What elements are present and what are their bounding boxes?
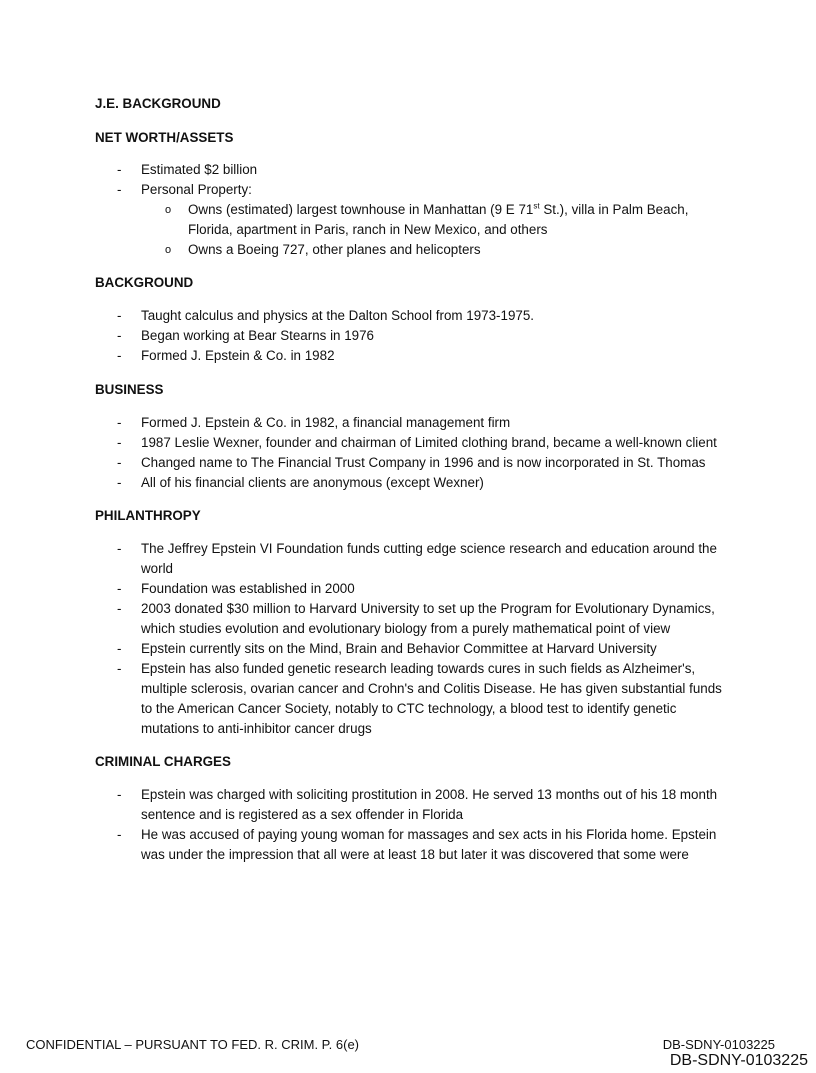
dash-bullet: - xyxy=(117,661,122,676)
circle-bullet: o xyxy=(165,204,172,216)
list-item xyxy=(95,306,725,326)
list-item xyxy=(95,825,725,865)
list-item-text: Personal Property: xyxy=(141,182,252,197)
criminal-charges-heading: CRIMINAL CHARGES xyxy=(95,754,231,769)
philanthropy-list xyxy=(95,539,725,739)
dash-bullet: - xyxy=(117,328,122,343)
net-worth-heading: NET WORTH/ASSETS xyxy=(95,130,234,145)
sub-list-item xyxy=(141,200,725,240)
dash-bullet: - xyxy=(117,641,122,656)
sub-item-text: Owns a Boeing 727, other planes and helicopters xyxy=(188,242,481,257)
sub-item-text-start: Owns (estimated) largest townhouse in Manhattan (9 E 71 xyxy=(188,202,534,217)
list-item xyxy=(95,579,725,599)
confidential-footer: CONFIDENTIAL – PURSUANT TO FED. R. CRIM. P. 6(e) xyxy=(26,1037,360,1052)
list-item xyxy=(95,433,725,453)
dash-bullet: - xyxy=(117,581,122,596)
list-item xyxy=(95,453,725,473)
dash-bullet: - xyxy=(117,308,122,323)
personal-property-sublist xyxy=(141,200,725,260)
document-body xyxy=(95,94,725,865)
criminal-charges-list xyxy=(95,785,725,865)
background-list xyxy=(95,306,725,366)
bates-number-small: DB-SDNY-0103225 xyxy=(662,1037,775,1052)
ordinal-suffix: st xyxy=(533,201,540,211)
circle-bullet: o xyxy=(165,244,172,256)
list-item-text: Epstein currently sits on the Mind, Brain and Behavior Committee at Harvard University xyxy=(141,641,657,656)
business-list xyxy=(95,413,725,493)
list-item-text: 2003 donated $30 million to Harvard University to set up the Program for Evolutionary Dynamics, which studies evolution and evolutionary biology from a purely mathematical point of view xyxy=(141,601,715,636)
dash-bullet: - xyxy=(117,787,122,802)
dash-bullet: - xyxy=(117,415,122,430)
dash-bullet: - xyxy=(117,435,122,450)
list-item-text: Taught calculus and physics at the Dalton School from 1973-1975. xyxy=(141,308,535,323)
list-item xyxy=(95,180,725,260)
list-item xyxy=(95,473,725,493)
list-item xyxy=(95,539,725,579)
dash-bullet: - xyxy=(117,455,122,470)
list-item-text: Epstein was charged with soliciting prostitution in 2008. He served 13 months out of his 18 month sentence and is registered as a sex offender in Florida xyxy=(141,787,718,822)
background-heading: BACKGROUND xyxy=(95,275,194,290)
sub-list-item xyxy=(141,240,725,260)
list-item-text: He was accused of paying young woman for massages and sex acts in his Florida home. Epstein was under the impression that all were at least 18 but later it was discovered that some were xyxy=(141,827,717,862)
dash-bullet: - xyxy=(117,541,122,556)
list-item xyxy=(95,326,725,346)
list-item-text: Estimated $2 billion xyxy=(141,162,258,177)
list-item-text: All of his financial clients are anonymous (except Wexner) xyxy=(141,475,484,490)
sub-item-text-end: St.), villa in Palm Beach, Florida, apartment in Paris, ranch in New Mexico, and others xyxy=(188,202,689,237)
list-item xyxy=(95,659,725,739)
list-item-text: Changed name to The Financial Trust Company in 1996 and is now incorporated in St. Thomas xyxy=(141,455,706,470)
list-item xyxy=(95,785,725,825)
philanthropy-heading: PHILANTHROPY xyxy=(95,508,201,523)
list-item xyxy=(95,346,725,366)
list-item-text: Formed J. Epstein & Co. in 1982 xyxy=(141,348,335,363)
dash-bullet: - xyxy=(117,182,122,197)
document-title: J.E. BACKGROUND xyxy=(95,96,221,111)
bates-number-large: DB-SDNY-0103225 xyxy=(669,1052,808,1069)
list-item-text: Foundation was established in 2000 xyxy=(141,581,355,596)
list-item-text: Formed J. Epstein & Co. in 1982, a financial management firm xyxy=(141,415,511,430)
list-item xyxy=(95,413,725,433)
list-item xyxy=(95,160,725,180)
dash-bullet: - xyxy=(117,348,122,363)
list-item-text: Epstein has also funded genetic research leading towards cures in such fields as Alzheimer's, multiple sclerosis, ovarian cancer and Crohn's and Colitis Disease. He has given substantial funds to the American Cancer Society, notably to CTC technology, a blood test to identify genetic mutations to anti-inhibitor cancer drugs xyxy=(141,661,722,736)
list-item xyxy=(95,599,725,639)
net-worth-list xyxy=(95,160,725,260)
list-item-text: The Jeffrey Epstein VI Foundation funds cutting edge science research and education around the world xyxy=(141,541,717,576)
dash-bullet: - xyxy=(117,162,122,177)
list-item-text: 1987 Leslie Wexner, founder and chairman of Limited clothing brand, became a well-known client xyxy=(141,435,717,450)
dash-bullet: - xyxy=(117,475,122,490)
list-item-text: Began working at Bear Stearns in 1976 xyxy=(141,328,374,343)
list-item xyxy=(95,639,725,659)
dash-bullet: - xyxy=(117,827,122,842)
business-heading: BUSINESS xyxy=(95,382,164,397)
dash-bullet: - xyxy=(117,601,122,616)
